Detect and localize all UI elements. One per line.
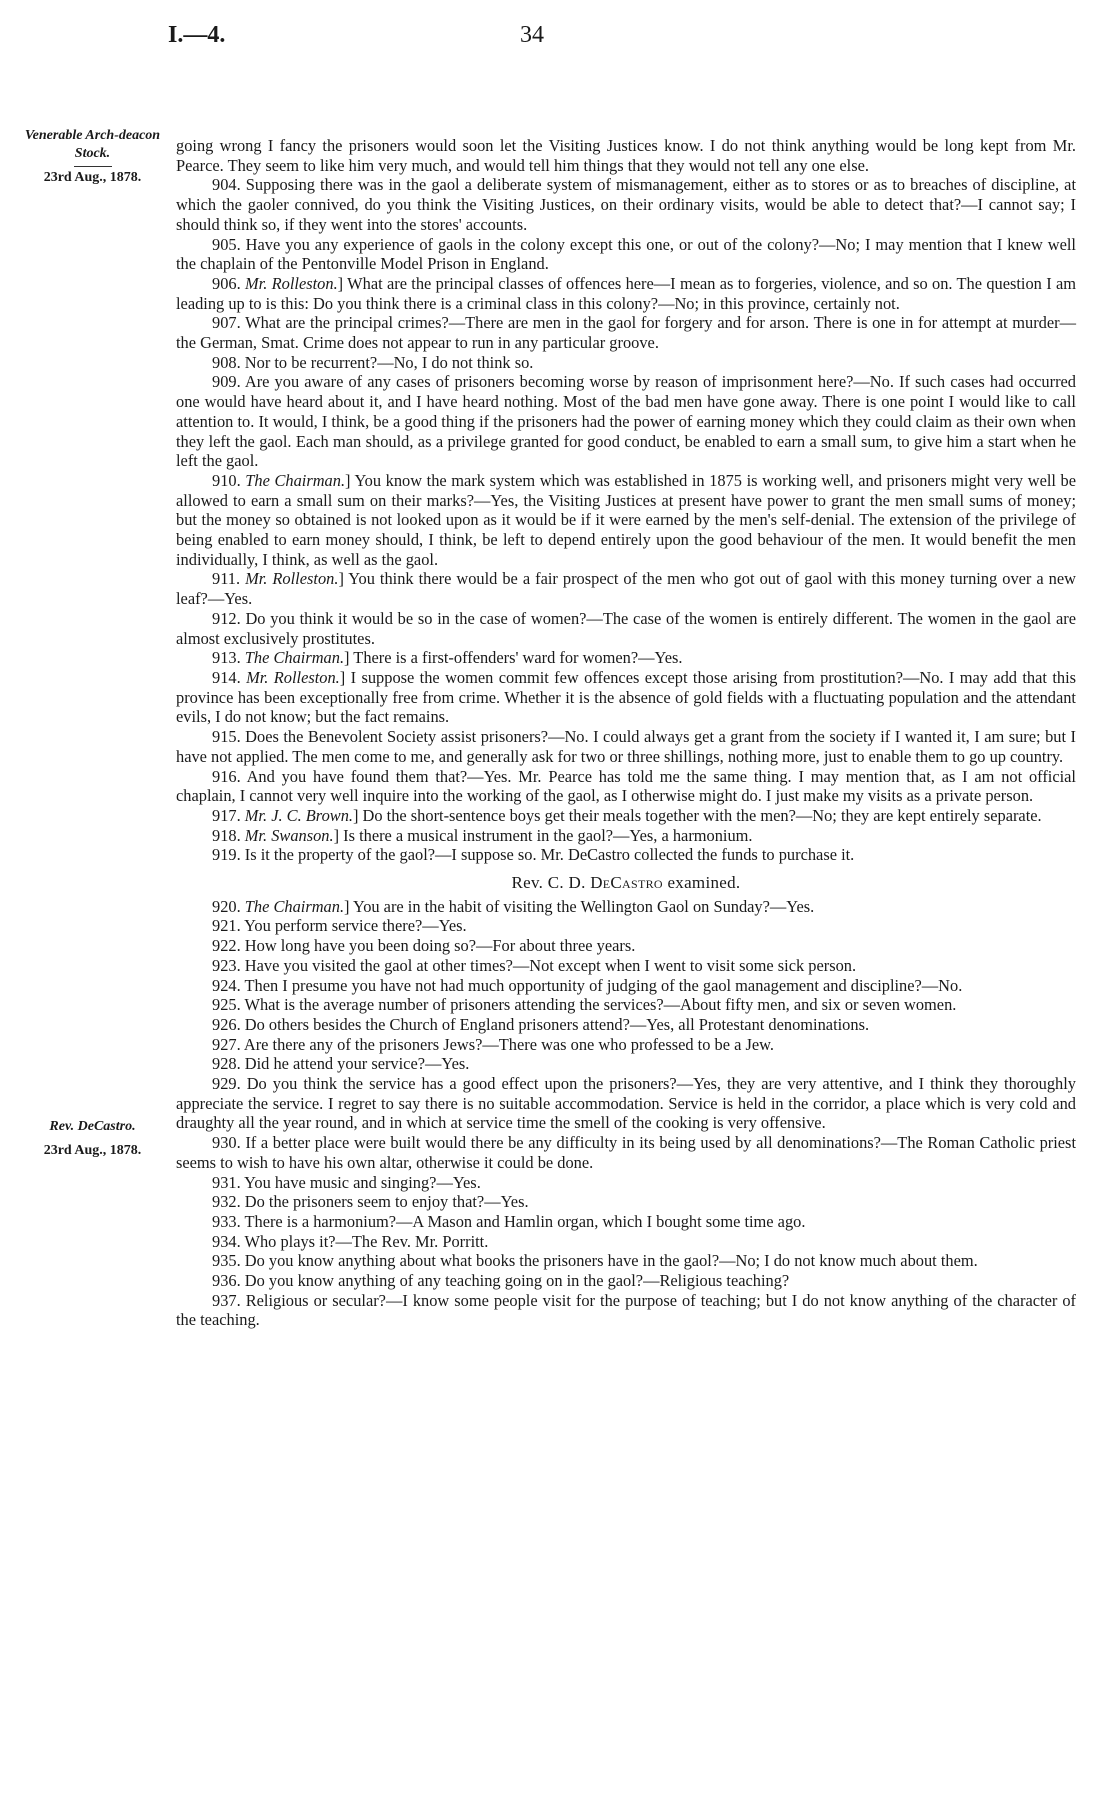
question-909: 909. Are you aware of any cases of prisoners becoming worse by reason of imprisonment here?—No. If such cases had occurred one would have heard about it, and I have heard nothing. Most of the bad men have gone away. There is one point I would like to call attention to. It would, I think, be a good thing if the prisoners had the power of earning money which they could claim as their own when they left the gaol. Each man should, as a privilege granted for good conduct, be enabled to earn a small sum, to give him a start when he left the gaol. xyxy=(176,372,1076,471)
question-927: 927. Are there any of the prisoners Jews?—There was one who professed to be a Jew. xyxy=(212,1034,774,1054)
question-text: ] There is a first-offenders' ward for women?—Yes. xyxy=(344,648,683,668)
question-text: ] You know the mark system which was established in 1875 is working well, and prisoners might very well be allowed to earn a small sum on their marks?—Yes, the Visiting Justices at present have power to grant the men small sums of money; but the money so obtained is not looked upon as it would be if it were earned by the men's self-denial. The extension of the privilege of being enabled to earn money should, I think, be left to depend entirely upon the good behaviour of the men. It would benefit the men individually, I think, as well as the gaol. xyxy=(176,470,1077,569)
heading-suffix: examined. xyxy=(662,873,741,893)
question-915: 915. Does the Benevolent Society assist prisoners?—No. I could always get a grant from the society if I wanted it, I am sure; but I have not applied. The men come to me, and generally ask for two or three shillings, nothing more, just to enable them to go up country. xyxy=(176,727,1076,766)
question-917 xyxy=(176,806,1076,826)
question-932: 932. Do the prisoners seem to enjoy that?—Yes. xyxy=(212,1192,529,1212)
question-text: ] You are in the habit of visiting the Wellington Gaol on Sunday?—Yes. xyxy=(344,896,815,916)
question-905: 905. Have you any experience of gaols in the colony except this one, or out of the colony?—No; I may mention that I knew well the chaplain of the Pentonville Model Prison in England. xyxy=(176,234,1076,274)
question-928: 928. Did he attend your service?—Yes. xyxy=(212,1054,470,1074)
speaker-name: The Chairman. xyxy=(244,648,345,668)
question-924: 924. Then I presume you have not had much opportunity of judging of the gaol management and discipline?—No. xyxy=(212,975,963,995)
question-913 xyxy=(176,648,1076,668)
section-heading xyxy=(176,873,1076,893)
margin-note-stock xyxy=(10,127,175,187)
question-914 xyxy=(176,668,1076,727)
question-923: 923. Have you visited the gaol at other times?—Not except when I went to visit some sick person. xyxy=(212,955,857,975)
speaker-name: Mr. Rolleston. xyxy=(245,273,338,293)
margin-note-name: Venerable Arch-deacon Stock. xyxy=(24,128,161,161)
question-907: 907. What are the principal crimes?—There are men in the gaol for forgery and for arson. There is one in for attempt at murder—the German, Smat. Crime does not appear to run in any particular groove. xyxy=(176,313,1076,353)
question-935: 935. Do you know anything about what books the prisoners have in the gaol?—No; I do not know much about them. xyxy=(212,1251,978,1271)
speaker-name: The Chairman. xyxy=(245,470,346,490)
question-910 xyxy=(176,471,1076,570)
question-937: 937. Religious or secular?—I know some people visit for the purpose of teaching; but I do not know anything of the character of the teaching. xyxy=(176,1290,1076,1330)
margin-note-name: Rev. DeCastro. xyxy=(49,1119,136,1134)
question-936: 936. Do you know anything of any teaching going on in the gaol?—Religious teaching? xyxy=(212,1271,790,1291)
question-921: 921. You perform service there?—Yes. xyxy=(212,916,467,936)
page-number: 34 xyxy=(520,22,544,48)
question-925: 925. What is the average number of prisoners attending the services?—About fifty men, and six or seven women. xyxy=(212,995,957,1015)
speaker-name: Mr. Rolleston. xyxy=(246,667,340,687)
speaker-name: Mr. Rolleston. xyxy=(245,569,339,589)
question-934: 934. Who plays it?—The Rev. Mr. Porritt. xyxy=(212,1231,489,1251)
question-918 xyxy=(176,826,1076,846)
question-text: ] What are the principal classes of offences here—I mean as to forgeries, violence, and so on. The question I am leading up to is this: Do you think there is a criminal class in this colony?—No; in this province, certainly not. xyxy=(176,273,1077,313)
question-text: ] You think there would be a fair prospect of the men who got out of gaol with this money turning over a new leaf?—Yes. xyxy=(176,569,1076,609)
paragraph-continued: going wrong I fancy the prisoners would soon let the Visiting Justices know. I do not think anything would be long kept from Mr. Pearce. They seem to like him very much, and would tell him things that they would not tell any one else. xyxy=(176,136,1076,175)
speaker-name: The Chairman. xyxy=(244,896,345,916)
question-929: 929. Do you think the service has a good effect upon the prisoners?—Yes, they are very attentive, and I think they thoroughly appreciate the service. I regret to say there is no suitable accommodation. Service is held in the corridor, a place which is very cold and draughty all the year round, and in which at service time the smell of the cooking is very offensive. xyxy=(176,1074,1076,1133)
question-933: 933. There is a harmonium?—A Mason and Hamlin organ, which I bought some time ago. xyxy=(212,1211,806,1231)
question-number: 920. xyxy=(212,896,245,916)
question-911 xyxy=(176,569,1076,608)
question-number: 913. xyxy=(212,648,245,668)
question-922: 922. How long have you been doing so?—For about three years. xyxy=(212,936,636,956)
question-number: 918. xyxy=(212,825,245,845)
question-number: 910. xyxy=(212,470,246,490)
question-919: 919. Is it the property of the gaol?—I suppose so. Mr. DeCastro collected the funds to purchase it. xyxy=(212,845,855,865)
question-931: 931. You have music and singing?—Yes. xyxy=(212,1172,481,1192)
question-text: ] I suppose the women commit few offences except those arising from prostitution?—No. I may add that this province has been exceptionally free from crime. Whether it is the absence of gold fields with a fluctuating population and the attendant evils, I do not know; but the fact remains. xyxy=(176,667,1077,727)
question-906 xyxy=(176,274,1076,313)
heading-prefix: Rev. C. D. xyxy=(511,873,591,893)
question-number: 911. xyxy=(212,569,246,589)
question-904: 904. Supposing there was in the gaol a deliberate system of mismanagement, either as to stores or as to breaches of discipline, at which the gaoler connived, do you think the Visiting Justices, on their ordinary visits, would be able to detect that?—I cannot say; I should think so, if they went into the stores' accounts. xyxy=(176,175,1076,234)
question-text: ] Do the short-sentence boys get their meals together with the men?—No; they are kept entirely separate. xyxy=(353,805,1042,825)
speaker-name: Mr. Swanson. xyxy=(244,825,334,845)
question-908: 908. Nor to be recurrent?—No, I do not think so. xyxy=(212,352,534,372)
margin-note-decastro xyxy=(10,1118,175,1160)
testimony-stock xyxy=(176,136,1076,1330)
question-text: ] Is there a musical instrument in the gaol?—Yes, a harmonium. xyxy=(333,825,753,845)
question-912: 912. Do you think it would be so in the case of women?—The case of the women is entirely different. The women in the gaol are almost exclusively prostitutes. xyxy=(176,608,1076,648)
question-926: 926. Do others besides the Church of England prisoners attend?—Yes, all Protestant denominations. xyxy=(212,1014,870,1034)
section-number: I.—4. xyxy=(168,22,226,48)
speaker-name: Mr. J. C. Brown. xyxy=(244,805,353,825)
question-920 xyxy=(176,897,1076,917)
question-930: 930. If a better place were built would there be any difficulty in its being used by all denominations?—The Roman Catholic priest seems to wish to have his own altar, otherwise it could be done. xyxy=(176,1133,1076,1172)
question-number: 906. xyxy=(212,273,246,293)
margin-note-date: 23rd Aug., 1878. xyxy=(43,1143,142,1158)
question-916: 916. And you have found them that?—Yes. Mr. Pearce has told me the same thing. I may mention that, as I am not official chaplain, I cannot very well inquire into the working of the gaol, as I otherwise might do. I just make my visits as a private person. xyxy=(176,766,1076,806)
question-number: 914. xyxy=(212,667,247,687)
margin-divider xyxy=(74,166,112,167)
page-header xyxy=(0,22,1114,52)
question-number: 917. xyxy=(212,805,245,825)
margin-note-date: 23rd Aug., 1878. xyxy=(43,170,142,185)
heading-name: DeCastro xyxy=(590,873,663,893)
